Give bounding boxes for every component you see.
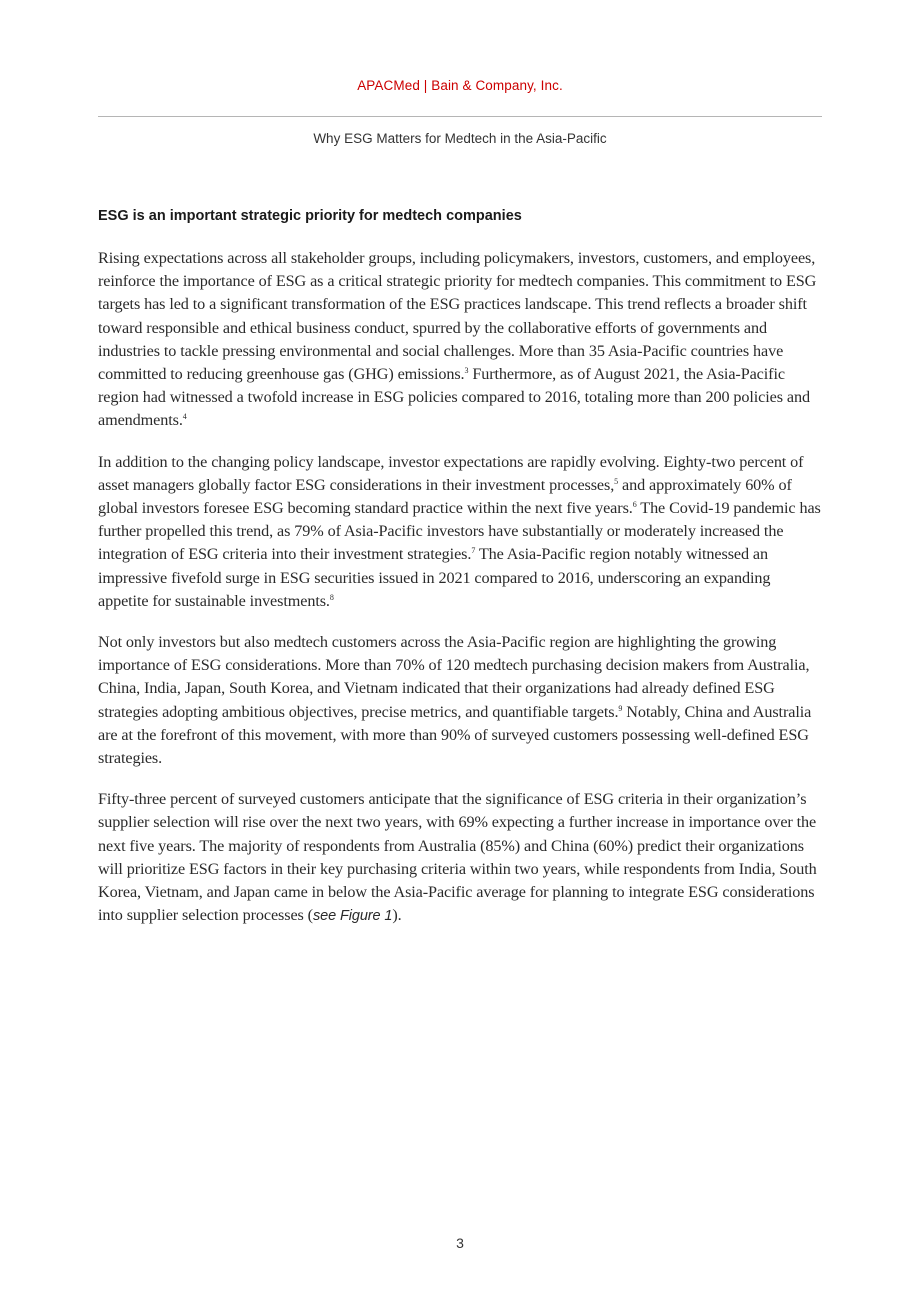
- paragraph-text: The Covid-19 pandemic has further propelled this trend, as 79% of Asia-Pacific investors have substantially or moderately increased the integration of ESG criteria into their investment strategies.: [98, 499, 821, 564]
- paragraph-text: Notably, China and Australia are at the forefront of this movement, with more than 90% of surveyed customers possessing well-defined ESG strategies.: [98, 702, 812, 768]
- footnote-ref: 8: [329, 592, 334, 602]
- figure-reference-link[interactable]: see Figure 1: [312, 908, 393, 925]
- header-brand: APACMed | Bain & Company, Inc.: [357, 78, 563, 93]
- paragraph-policy-landscape: [98, 247, 824, 433]
- paragraph-text: In addition to the changing policy landscape, investor expectations are rapidly evolving. Eighty-two percent of asset managers globally factor ESG considerations in their investment processes,: [98, 452, 804, 494]
- paragraph-supplier-selection: [98, 788, 824, 928]
- footnote-ref: 5: [614, 476, 619, 486]
- header-subtitle: Why ESG Matters for Medtech in the Asia-Pacific: [313, 131, 607, 146]
- paragraph-text: Furthermore, as of August 2021, the Asia-Pacific region had witnessed a twofold increase in ESG policies compared to 2016, totaling more than 200 policies and amendments.: [98, 365, 810, 430]
- paragraph-text: Fifty-three percent of surveyed customers anticipate that the significance of ESG criteria in their organization’s supplier selection will rise over the next two years, with 69% expecting a further increase in importance over the next five years. The majority of respondents from Australia (85%) and China (60%) predict their organizations will prioritize ESG factors in their key purchasing criteria within two years, while respondents from India, South Korea, Vietnam, and Japan came in below the Asia-Pacific average for planning to integrate ESG considerations into supplier selection processes (: [98, 790, 817, 925]
- paragraph-text: Not only investors but also medtech customers across the Asia-Pacific region are highlighting the growing importance of ESG considerations. More than 70% of 120 medtech purchasing decision makers from Australia, China, India, Japan, South Korea, and Vietnam indicated that their organizations had already defined ESG strategies adopting ambitious objectives, precise metrics, and quantifiable targets.: [98, 633, 810, 721]
- paragraph-text: The Asia-Pacific region notably witnessed an impressive fivefold surge in ESG securities issued in 2021 compared to 2016, underscoring an expanding appetite for sustainable investments.: [98, 545, 771, 610]
- page-number: 3: [456, 1235, 464, 1251]
- paragraph-text: and approximately 60% of global investors foresee ESG becoming standard practice within the next five years.: [98, 475, 792, 518]
- paragraph-investor-expectations: [98, 451, 824, 613]
- footnote-ref: 6: [632, 500, 637, 510]
- section-heading: ESG is an important strategic priority for medtech companies: [98, 208, 522, 224]
- paragraph-customer-strategies: [98, 631, 824, 770]
- paragraph-text: ).: [392, 906, 402, 925]
- paragraph-text: Rising expectations across all stakeholder groups, including policymakers, investors, customers, and employees, reinforce the importance of ESG as a critical strategic priority for medtech companies. This commitment to ESG targets has led to a significant transformation of the ESG practices landscape. This trend reflects a broader shift toward responsible and ethical business conduct, spurred by the collaborative efforts of governments and industries to tackle pressing environmental and social challenges. More than 35 Asia-Pacific countries have committed to reducing greenhouse gas (GHG) emissions.: [98, 249, 817, 384]
- header-divider: [98, 116, 822, 117]
- footnote-ref: 7: [471, 546, 476, 556]
- footnote-ref: 9: [618, 703, 623, 713]
- footnote-ref: 3: [464, 366, 469, 376]
- footnote-ref: 4: [182, 412, 187, 422]
- main-content: [98, 205, 824, 946]
